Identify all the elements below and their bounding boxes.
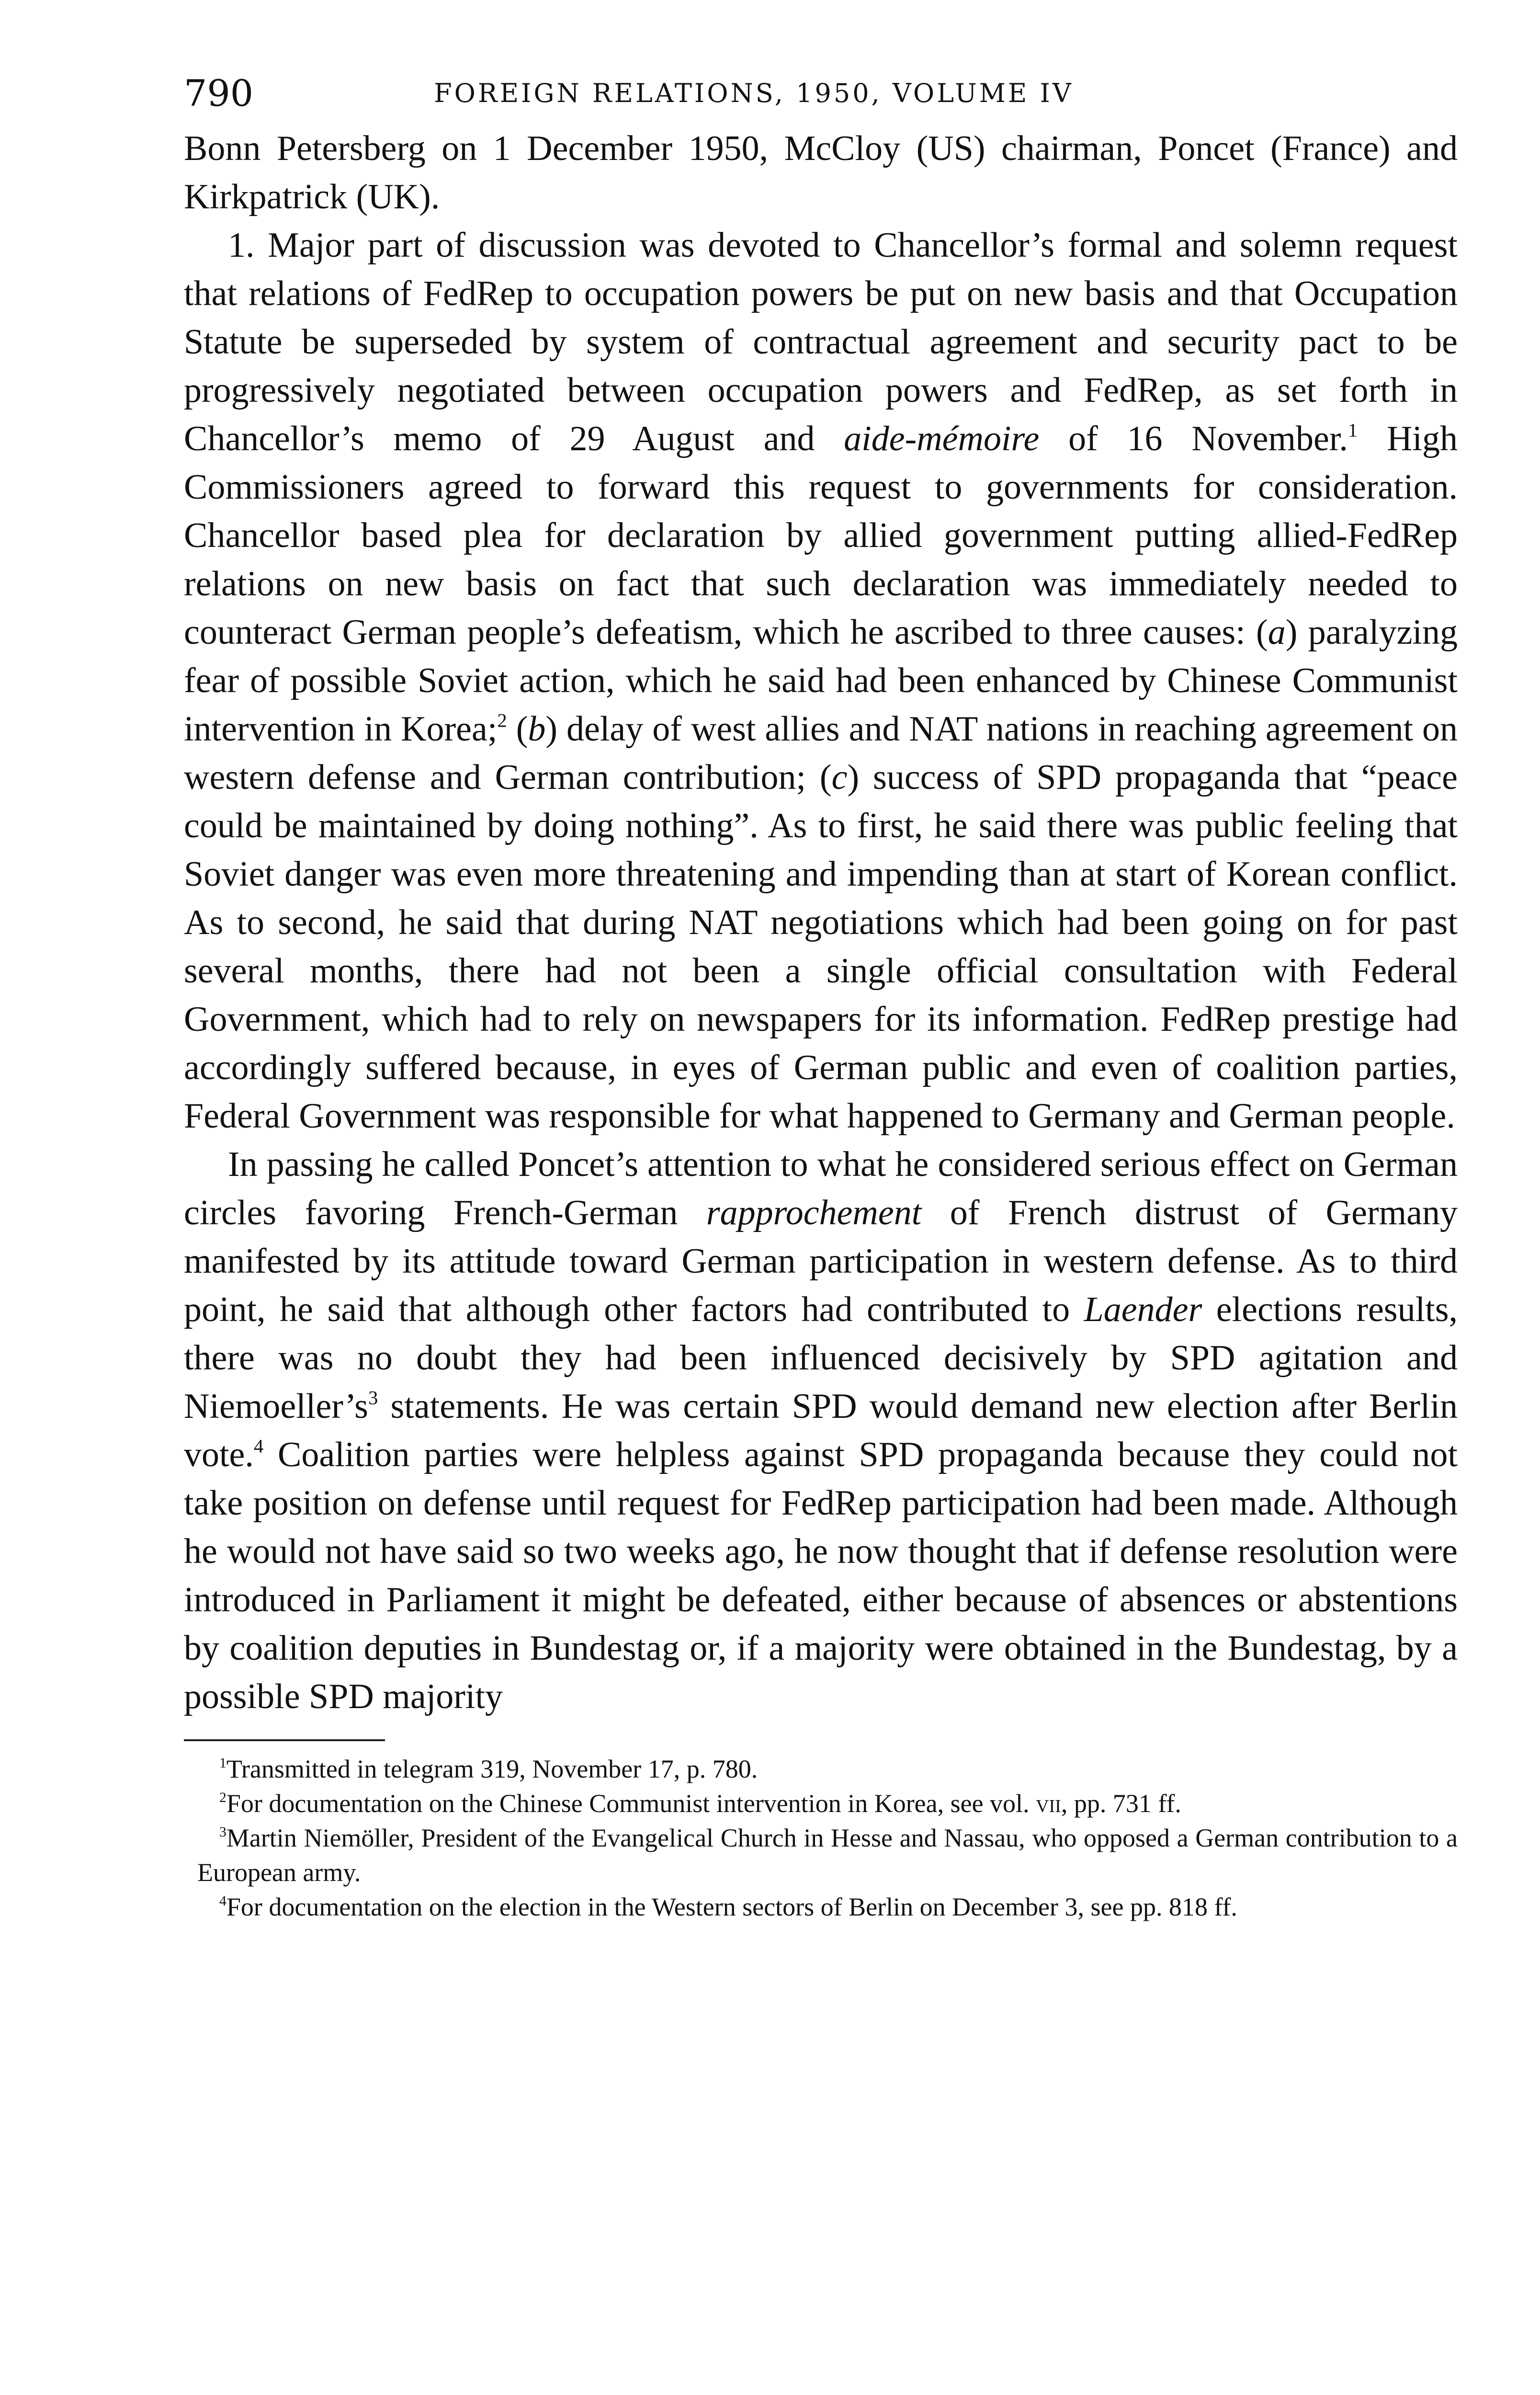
p1-text-3: High Commissioners agreed to forward this request to governments for consideration. Chancellor based plea for declaration by allied government putting allied-FedRep relations on new basis on fact that such declaration was immediately needed to counteract German people’s defeatism, which he ascribed to three causes: (	[184, 419, 1458, 652]
footnote-2-text-a: For documentation on the Chinese Communist intervention in Korea, see vol.	[226, 1789, 1036, 1818]
footnote-2-number: 2	[219, 1790, 226, 1806]
footnote-2	[197, 1786, 1458, 1821]
body-text	[184, 125, 1458, 1721]
intro-text: Bonn Petersberg on 1 December 1950, McCloy (US) chairman, Poncet (France) and Kirkpatrick (UK).	[184, 129, 1458, 217]
page-header	[184, 62, 1458, 125]
footnote-ref-3: 3	[368, 1387, 378, 1409]
p1-text-2: of 16 November.	[1039, 419, 1348, 458]
footnote-3-number: 3	[219, 1825, 226, 1840]
p1-italic-aide-memoire: aide-mémoire	[844, 419, 1040, 458]
footnote-1-number: 1	[219, 1756, 226, 1771]
p2-text-4: statements. He was certain SPD would demand new election after Berlin vote.	[184, 1387, 1458, 1474]
p2-text-2: of French distrust of Germany manifested by its attitude toward German participation in western defense. As to third point, he said that although other factors had contributed to	[184, 1193, 1458, 1329]
p2-italic-laender: Laender	[1084, 1290, 1202, 1329]
footnote-ref-2: 2	[497, 709, 507, 731]
p1-text-7: ) success of SPD propaganda that “peace could be maintained by doing nothing”. As to first, he said there was public feeling that Soviet danger was even more threatening and impending than at start of Korean conflict. As to second, he said that during NAT negotiations which had been going on for past several months, there had not been a single official consultation with Federal Government, which had to rely on newspapers for its information. FedRep prestige had accordingly suffered because, in eyes of German public and even of coalition parties, Federal Government was responsible for what happened to Germany and German people.	[184, 758, 1458, 1136]
footnote-3-text: Martin Niemöller, President of the Evangelical Church in Hesse and Nassau, who opposed a German contribution to a European army.	[197, 1824, 1458, 1887]
p1-text-6: ) delay of west allies and NAT nations in reaching agreement on western defense and German contribution; (	[184, 709, 1458, 797]
footnote-1	[197, 1752, 1458, 1786]
footnote-4	[197, 1890, 1458, 1924]
footnotes	[184, 1752, 1458, 1924]
p1-item-a: a	[1268, 613, 1286, 652]
footnote-4-text: For documentation on the election in the Western sectors of Berlin on December 3, see pp. 818 ff.	[226, 1893, 1237, 1921]
p1-item-c: c	[831, 758, 848, 797]
footnote-4-number: 4	[219, 1893, 226, 1909]
footnote-2-volume: vii	[1036, 1789, 1061, 1818]
p1-text-4: ) paralyzing fear of possible Soviet action, which he said had been enhanced by Chinese Communist intervention in Korea;	[184, 613, 1458, 749]
footnote-2-text-b: , pp. 731 ff.	[1061, 1789, 1181, 1818]
footnote-ref-4: 4	[253, 1435, 264, 1457]
paragraph-1	[184, 221, 1458, 1140]
document-page	[184, 62, 1458, 1924]
p2-text-5: Coalition parties were helpless against SPD propaganda because they could not take position on defense until request for FedRep participation had been made. Although he would not have said so two weeks ago, he now thought that if defense resolution were introduced in Parliament it might be defeated, either because of absences or abstentions by coalition deputies in Bundestag or, if a majority were obtained in the Bundestag, by a possible SPD majority	[184, 1435, 1458, 1716]
p1-item-b: b	[528, 709, 546, 749]
intro-paragraph	[184, 125, 1458, 221]
footnote-divider	[184, 1739, 385, 1741]
running-head: FOREIGN RELATIONS, 1950, VOLUME IV	[434, 78, 1074, 108]
p1-text-5: (	[507, 709, 528, 749]
footnote-ref-1: 1	[1348, 419, 1358, 441]
p1-text-1: 1. Major part of discussion was devoted to Chancellor’s formal and solemn request that relations of FedRep to occupation powers be put on new basis and that Occupation Statute be superseded by system of contractual agreement and security pact to be progressively negotiated between occupation powers and FedRep, as set forth in Chancellor’s memo of 29 August and	[184, 226, 1458, 458]
page-number: 790	[184, 72, 254, 114]
p2-text-1: In passing he called Poncet’s attention to what he considered serious effect on German circles favoring French-German	[184, 1145, 1458, 1232]
footnote-3	[197, 1821, 1458, 1890]
footnote-1-text: Transmitted in telegram 319, November 17, p. 780.	[226, 1755, 758, 1783]
paragraph-2	[184, 1140, 1458, 1721]
p2-text-3: elections results, there was no doubt they had been influenced decisively by SPD agitation and Niemoeller’s	[184, 1290, 1458, 1426]
p2-italic-rapprochement: rapprochement	[706, 1193, 922, 1232]
